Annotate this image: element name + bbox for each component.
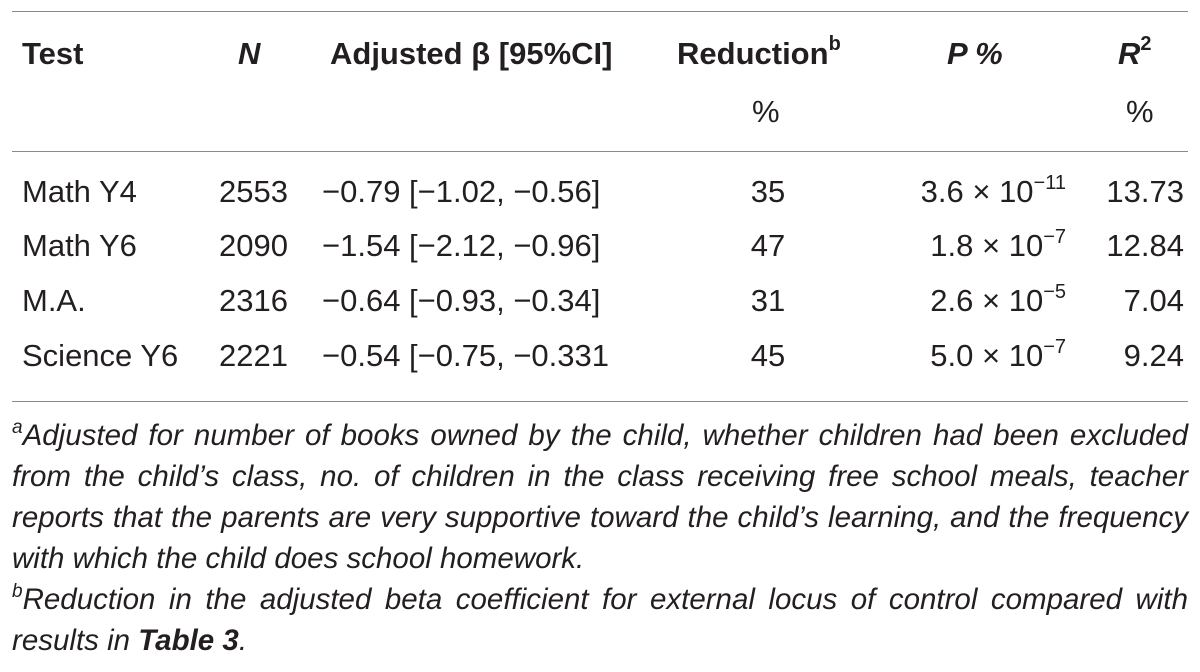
p-value-base: 5.0 × 10 [930, 338, 1044, 373]
p-value-exponent: −5 [1043, 281, 1066, 303]
header-p: P % [947, 36, 1003, 71]
footnote-b [12, 579, 1188, 661]
cell-test: Science Y6 [22, 338, 179, 373]
header-r2-label: R [1118, 36, 1141, 71]
cell-n: 2090 [219, 228, 288, 263]
cell-p-value [860, 226, 1066, 263]
cell-r2: 13.73 [1106, 174, 1184, 209]
cell-p-value [860, 336, 1066, 373]
table-header-rule [12, 151, 1188, 152]
p-value-exponent: −11 [1033, 172, 1066, 194]
cell-n: 2553 [219, 174, 288, 209]
cell-r2: 12.84 [1106, 228, 1184, 263]
footnote-b-end: . [238, 624, 248, 657]
footnote-a [12, 415, 1188, 579]
footnote-b-text: Reduction in the adjusted beta coefficient for external locus of control compared with results in [12, 583, 1188, 657]
table-top-rule [12, 11, 1188, 12]
cell-reduction: 45 [750, 338, 786, 373]
p-value-base: 3.6 × 10 [920, 174, 1034, 209]
footnote-b-mark: b [12, 581, 23, 602]
cell-reduction: 47 [750, 228, 786, 263]
cell-beta: −0.79 [−1.02, −0.56] [322, 174, 601, 209]
footnote-a-text: Adjusted for number of books owned by the child, whether children had been excluded from the child’s class, no. of children in the class receiving free school meals, teacher reports that the parents are very supportive toward the child’s learning, and the frequency with which the child does school homework. [12, 419, 1188, 575]
header-reduction [677, 33, 841, 71]
cell-r2: 9.24 [1123, 338, 1184, 373]
header-reduction-unit: % [752, 94, 780, 129]
cell-p-value [860, 172, 1066, 209]
table-bottom-rule [12, 401, 1188, 402]
cell-p-value [860, 281, 1066, 318]
p-value-base: 2.6 × 10 [930, 283, 1044, 318]
cell-test: M.A. [22, 283, 86, 318]
p-value-base: 1.8 × 10 [930, 228, 1044, 263]
footnote-b-marker: b [828, 33, 841, 55]
header-r2-exponent: 2 [1140, 33, 1152, 55]
footnote-b-table-ref: Table 3 [138, 624, 239, 657]
cell-n: 2221 [219, 338, 288, 373]
header-reduction-label: Reduction [677, 36, 829, 71]
cell-r2: 7.04 [1123, 283, 1184, 318]
cell-test: Math Y6 [22, 228, 137, 263]
p-value-exponent: −7 [1043, 226, 1066, 248]
footnote-a-marker: a [12, 417, 23, 438]
cell-reduction: 31 [750, 283, 786, 318]
header-n: N [238, 36, 261, 71]
header-r2-unit: % [1126, 94, 1154, 129]
cell-beta: −1.54 [−2.12, −0.96] [322, 228, 601, 263]
p-value-exponent: −7 [1043, 336, 1066, 358]
cell-n: 2316 [219, 283, 288, 318]
header-beta: Adjusted β [95%CI] [330, 36, 613, 71]
cell-reduction: 35 [750, 174, 786, 209]
header-test: Test [22, 36, 84, 71]
header-r2 [1118, 33, 1152, 71]
cell-test: Math Y4 [22, 174, 137, 209]
cell-beta: −0.54 [−0.75, −0.331 [322, 338, 610, 373]
cell-beta: −0.64 [−0.93, −0.34] [322, 283, 601, 318]
